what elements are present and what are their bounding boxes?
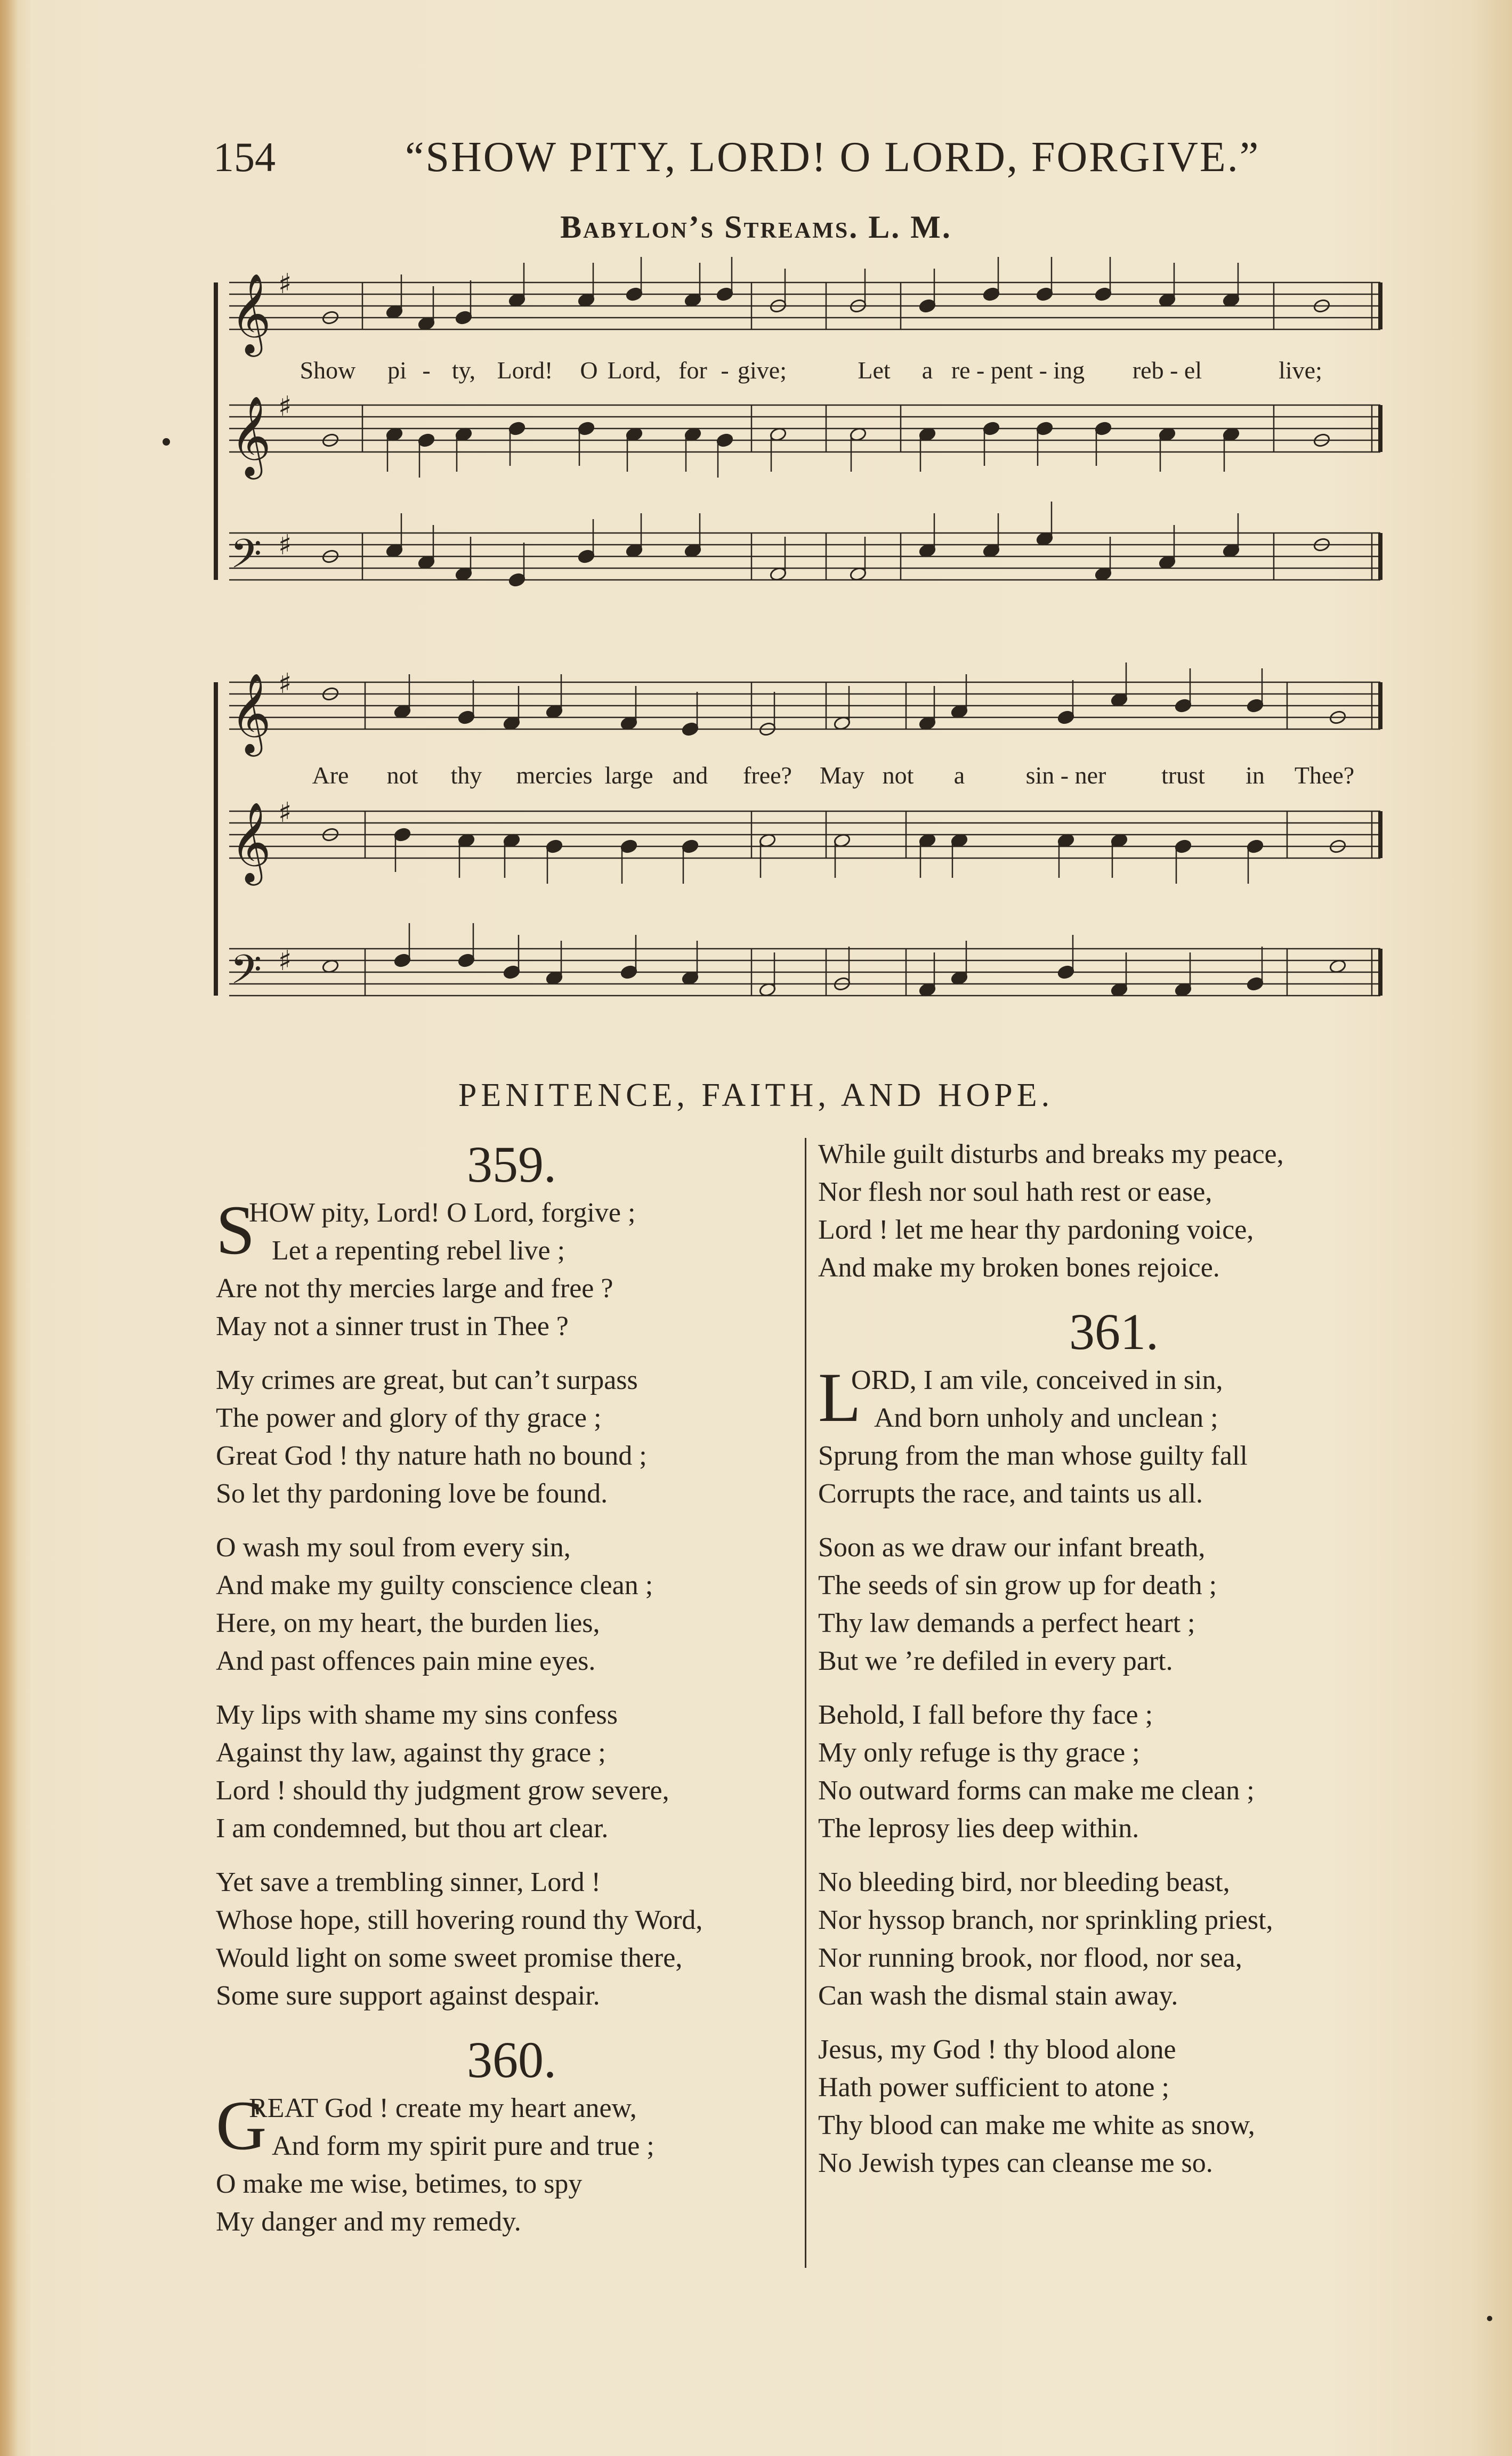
verse-line: Lord ! should thy judgment grow severe, bbox=[216, 1775, 669, 1806]
hymn-359-stanza-1 bbox=[216, 1191, 807, 1345]
right-column bbox=[818, 1135, 1410, 2198]
note-head bbox=[457, 953, 475, 968]
ink-speck bbox=[163, 438, 170, 446]
note-head bbox=[393, 953, 411, 968]
lyric-syllable: for bbox=[678, 357, 707, 384]
lyric-syllable: re - pent - ing bbox=[951, 357, 1085, 384]
lyric-syllable: free? bbox=[743, 762, 792, 789]
lyric-syllable: a bbox=[953, 762, 965, 789]
verse-line: And past offences pain mine eyes. bbox=[216, 1646, 596, 1676]
note-head bbox=[577, 549, 595, 564]
verse-line: And make my guilty conscience clean ; bbox=[216, 1570, 653, 1601]
lyric-syllable: ty, bbox=[451, 357, 476, 384]
note-head bbox=[1174, 839, 1192, 854]
key-signature-sharp: ♯ bbox=[278, 668, 292, 700]
music-score-1 bbox=[213, 268, 1396, 602]
verse-line: Great God ! thy nature hath no bound ; bbox=[216, 1441, 647, 1471]
lyric-syllable: give; bbox=[738, 357, 787, 384]
verse-line: Behold, I fall before thy face ; bbox=[818, 1700, 1153, 1730]
lyric-syllable: not bbox=[386, 762, 418, 789]
verse-line: HOW pity, Lord! O Lord, forgive ; bbox=[249, 1198, 636, 1228]
verse-line: Hath power sufficient to atone ; bbox=[818, 2072, 1169, 2103]
lyric-syllable: Lord! bbox=[497, 357, 553, 384]
lyric-syllable: large bbox=[604, 762, 653, 789]
left-column bbox=[216, 1135, 807, 2257]
ink-speck bbox=[1487, 2316, 1492, 2321]
verse-line: Are not thy mercies large and free ? bbox=[216, 1273, 613, 1304]
verse-line: ORD, I am vile, conceived in sin, bbox=[851, 1365, 1223, 1395]
hymn-number-360: 360. bbox=[467, 2031, 556, 2088]
verse-line: So let thy pardoning love be found. bbox=[216, 1479, 608, 1509]
drop-cap: L bbox=[818, 1358, 861, 1436]
lyric-syllable: mercies bbox=[516, 762, 593, 789]
hymn-361-opening bbox=[818, 1358, 1410, 1437]
treble-clef: 𝄞 bbox=[230, 395, 271, 476]
note-head bbox=[982, 287, 1000, 302]
verse-line: No Jewish types can cleanse me so. bbox=[818, 2148, 1213, 2178]
key-signature-sharp: ♯ bbox=[278, 391, 292, 423]
lyric-syllable: live; bbox=[1279, 357, 1322, 384]
music-system-2 bbox=[213, 668, 1396, 1023]
verse-line: No outward forms can make me clean ; bbox=[818, 1775, 1255, 1806]
hymn-359-stanza-4 bbox=[216, 1696, 807, 1847]
lyric-syllable: reb - el bbox=[1132, 357, 1202, 384]
lyric-syllable: Show bbox=[300, 357, 356, 384]
lyric-syllable: in bbox=[1246, 762, 1265, 789]
note-head bbox=[625, 287, 643, 302]
note-head bbox=[1246, 698, 1264, 713]
verse-line: Whose hope, still hovering round thy Word, bbox=[216, 1905, 703, 1935]
lyrics-line-1 bbox=[213, 356, 1396, 388]
verse-line: My only refuge is thy grace ; bbox=[818, 1738, 1140, 1768]
music-score-2 bbox=[213, 668, 1396, 1023]
bass-clef: 𝄢 bbox=[230, 946, 262, 1003]
note-head bbox=[918, 298, 936, 313]
hymn-359-stanza-2 bbox=[216, 1361, 807, 1513]
verse-line: Nor running brook, nor flood, nor sea, bbox=[818, 1943, 1242, 1973]
lyric-syllable: - bbox=[422, 357, 431, 384]
verse-line: Thy blood can make me white as snow, bbox=[818, 2110, 1255, 2140]
hymn-359-stanza-3 bbox=[216, 1529, 807, 1680]
note-head bbox=[1036, 421, 1053, 436]
verse-line: May not a sinner trust in Thee ? bbox=[216, 1311, 569, 1342]
verse-line: Can wash the dismal stain away. bbox=[818, 1981, 1178, 2011]
note-head bbox=[620, 839, 637, 854]
verse-line: And born unholy and unclean ; bbox=[874, 1403, 1218, 1433]
verse-line: My crimes are great, but can’t surpass bbox=[216, 1365, 638, 1395]
hymn-361-stanza-5 bbox=[818, 2031, 1410, 2182]
verse-line: Thy law demands a perfect heart ; bbox=[818, 1608, 1195, 1638]
treble-clef: 𝄞 bbox=[230, 672, 271, 753]
note-head bbox=[716, 433, 733, 448]
verse-line: O make me wise, betimes, to spy bbox=[216, 2169, 583, 2199]
key-signature-sharp: ♯ bbox=[278, 268, 292, 300]
note-head bbox=[577, 421, 595, 436]
verse-line: Jesus, my God ! thy blood alone bbox=[818, 2034, 1176, 2065]
verse-line: Yet save a trembling sinner, Lord ! bbox=[216, 1867, 601, 1897]
verse-line: O wash my soul from every sin, bbox=[216, 1532, 571, 1563]
verse-line: The power and glory of thy grace ; bbox=[216, 1403, 602, 1433]
hymn-number-361: 361. bbox=[1069, 1303, 1159, 1360]
verse-line: My danger and my remedy. bbox=[216, 2207, 521, 2237]
verse-line: My lips with shame my sins confess bbox=[216, 1700, 618, 1730]
note-head bbox=[620, 965, 637, 980]
verse-line: Nor hyssop branch, nor sprinkling priest, bbox=[818, 1905, 1273, 1935]
note-head bbox=[1246, 839, 1264, 854]
verse-line: Here, on my heart, the burden lies, bbox=[216, 1608, 600, 1638]
hymn-359-opening bbox=[216, 1191, 807, 1270]
lyric-syllable: a bbox=[921, 357, 933, 384]
verse-line: Against thy law, against thy grace ; bbox=[216, 1738, 606, 1768]
note-head bbox=[982, 421, 1000, 436]
note-head bbox=[508, 421, 525, 436]
note-head bbox=[503, 965, 520, 980]
note-head bbox=[393, 827, 411, 842]
lyric-syllable: Are bbox=[312, 762, 349, 789]
running-title: “SHOW PITY, LORD! O LORD, FORGIVE.” bbox=[405, 134, 1260, 181]
key-signature-sharp: ♯ bbox=[278, 945, 292, 977]
lyrics-line-2 bbox=[213, 761, 1396, 793]
note-head bbox=[1174, 698, 1192, 713]
note-head bbox=[455, 310, 472, 325]
hymn-361-stanza-3 bbox=[818, 1696, 1410, 1847]
lyric-syllable: Let bbox=[858, 357, 891, 384]
lyric-syllable: - bbox=[721, 357, 729, 384]
note-head bbox=[681, 722, 699, 737]
verse-line: But we ’re defiled in every part. bbox=[818, 1646, 1173, 1676]
music-system-1 bbox=[213, 268, 1396, 602]
lyric-syllable: trust bbox=[1161, 762, 1205, 789]
lyric-syllable: Lord, bbox=[607, 357, 661, 384]
verse-line: REAT God ! create my heart anew, bbox=[249, 2093, 637, 2123]
note-head bbox=[716, 287, 733, 302]
binding-shadow bbox=[0, 0, 18, 2456]
verse-line: While guilt disturbs and breaks my peace, bbox=[818, 1139, 1284, 1169]
lyric-syllable: May bbox=[819, 762, 865, 789]
note-head bbox=[457, 710, 475, 725]
drop-cap: S bbox=[216, 1191, 255, 1269]
verse-line: The leprosy lies deep within. bbox=[818, 1813, 1139, 1844]
page-header bbox=[213, 133, 1279, 181]
key-signature-sharp: ♯ bbox=[278, 797, 292, 829]
note-head bbox=[1094, 287, 1112, 302]
lyric-syllable: and bbox=[672, 762, 708, 789]
hymn-361-stanza-1 bbox=[818, 1358, 1410, 1513]
note-head bbox=[545, 839, 563, 854]
note-head bbox=[681, 839, 699, 854]
hymn-361-stanza-2 bbox=[818, 1529, 1410, 1680]
verse-line: Nor flesh nor soul hath rest or ease, bbox=[818, 1177, 1212, 1207]
verse-line: Let a repenting rebel live ; bbox=[272, 1235, 565, 1266]
note-head bbox=[1246, 976, 1264, 991]
verse-line: No bleeding bird, nor bleeding beast, bbox=[818, 1867, 1230, 1897]
hymn-361-stanza-4 bbox=[818, 1863, 1410, 2015]
note-head bbox=[1057, 710, 1074, 725]
tune-title: Babylon’s Streams. L. M. bbox=[560, 209, 952, 245]
treble-clef: 𝄞 bbox=[230, 272, 271, 353]
verse-line: Soon as we draw our infant breath, bbox=[818, 1532, 1206, 1563]
note-head bbox=[417, 433, 435, 448]
note-head bbox=[508, 572, 525, 587]
lyric-syllable: sin - ner bbox=[1025, 762, 1106, 789]
verse-line: Corrupts the race, and taints us all. bbox=[818, 1479, 1203, 1509]
lyric-syllable: O bbox=[580, 357, 598, 384]
hymn-360-opening bbox=[216, 2086, 807, 2165]
key-signature-sharp: ♯ bbox=[278, 529, 292, 561]
section-heading: PENITENCE, FAITH, AND HOPE. bbox=[458, 1077, 1054, 1113]
verse-line: And make my broken bones rejoice. bbox=[818, 1253, 1220, 1283]
note-head bbox=[1036, 287, 1053, 302]
verse-line: Lord ! let me hear thy pardoning voice, bbox=[818, 1215, 1254, 1245]
hymn-360-stanza-2 bbox=[818, 1135, 1410, 1287]
verse-line: The seeds of sin grow up for death ; bbox=[818, 1570, 1217, 1601]
lyric-syllable: thy bbox=[450, 762, 482, 789]
hymn-360-stanza-1 bbox=[216, 2086, 807, 2241]
hymn-359-stanza-5 bbox=[216, 1863, 807, 2015]
verse-line: Would light on some sweet promise there, bbox=[216, 1943, 683, 1973]
note-head bbox=[1094, 421, 1112, 436]
verse-line: Sprung from the man whose guilty fall bbox=[818, 1441, 1248, 1471]
verse-line: Some sure support against despair. bbox=[216, 1981, 600, 2011]
verse-line: I am condemned, but thou art clear. bbox=[216, 1813, 609, 1844]
treble-clef: 𝄞 bbox=[230, 801, 271, 882]
bass-clef: 𝄢 bbox=[230, 530, 262, 587]
verse-line: And form my spirit pure and true ; bbox=[272, 2131, 654, 2161]
lyric-syllable: not bbox=[882, 762, 914, 789]
note-head bbox=[1057, 965, 1074, 980]
page-number: 154 bbox=[213, 134, 276, 180]
drop-cap: G bbox=[216, 2086, 267, 2164]
lyric-syllable: pi bbox=[387, 357, 407, 384]
hymn-number-359: 359. bbox=[467, 1136, 556, 1193]
lyric-syllable: Thee? bbox=[1294, 762, 1355, 789]
